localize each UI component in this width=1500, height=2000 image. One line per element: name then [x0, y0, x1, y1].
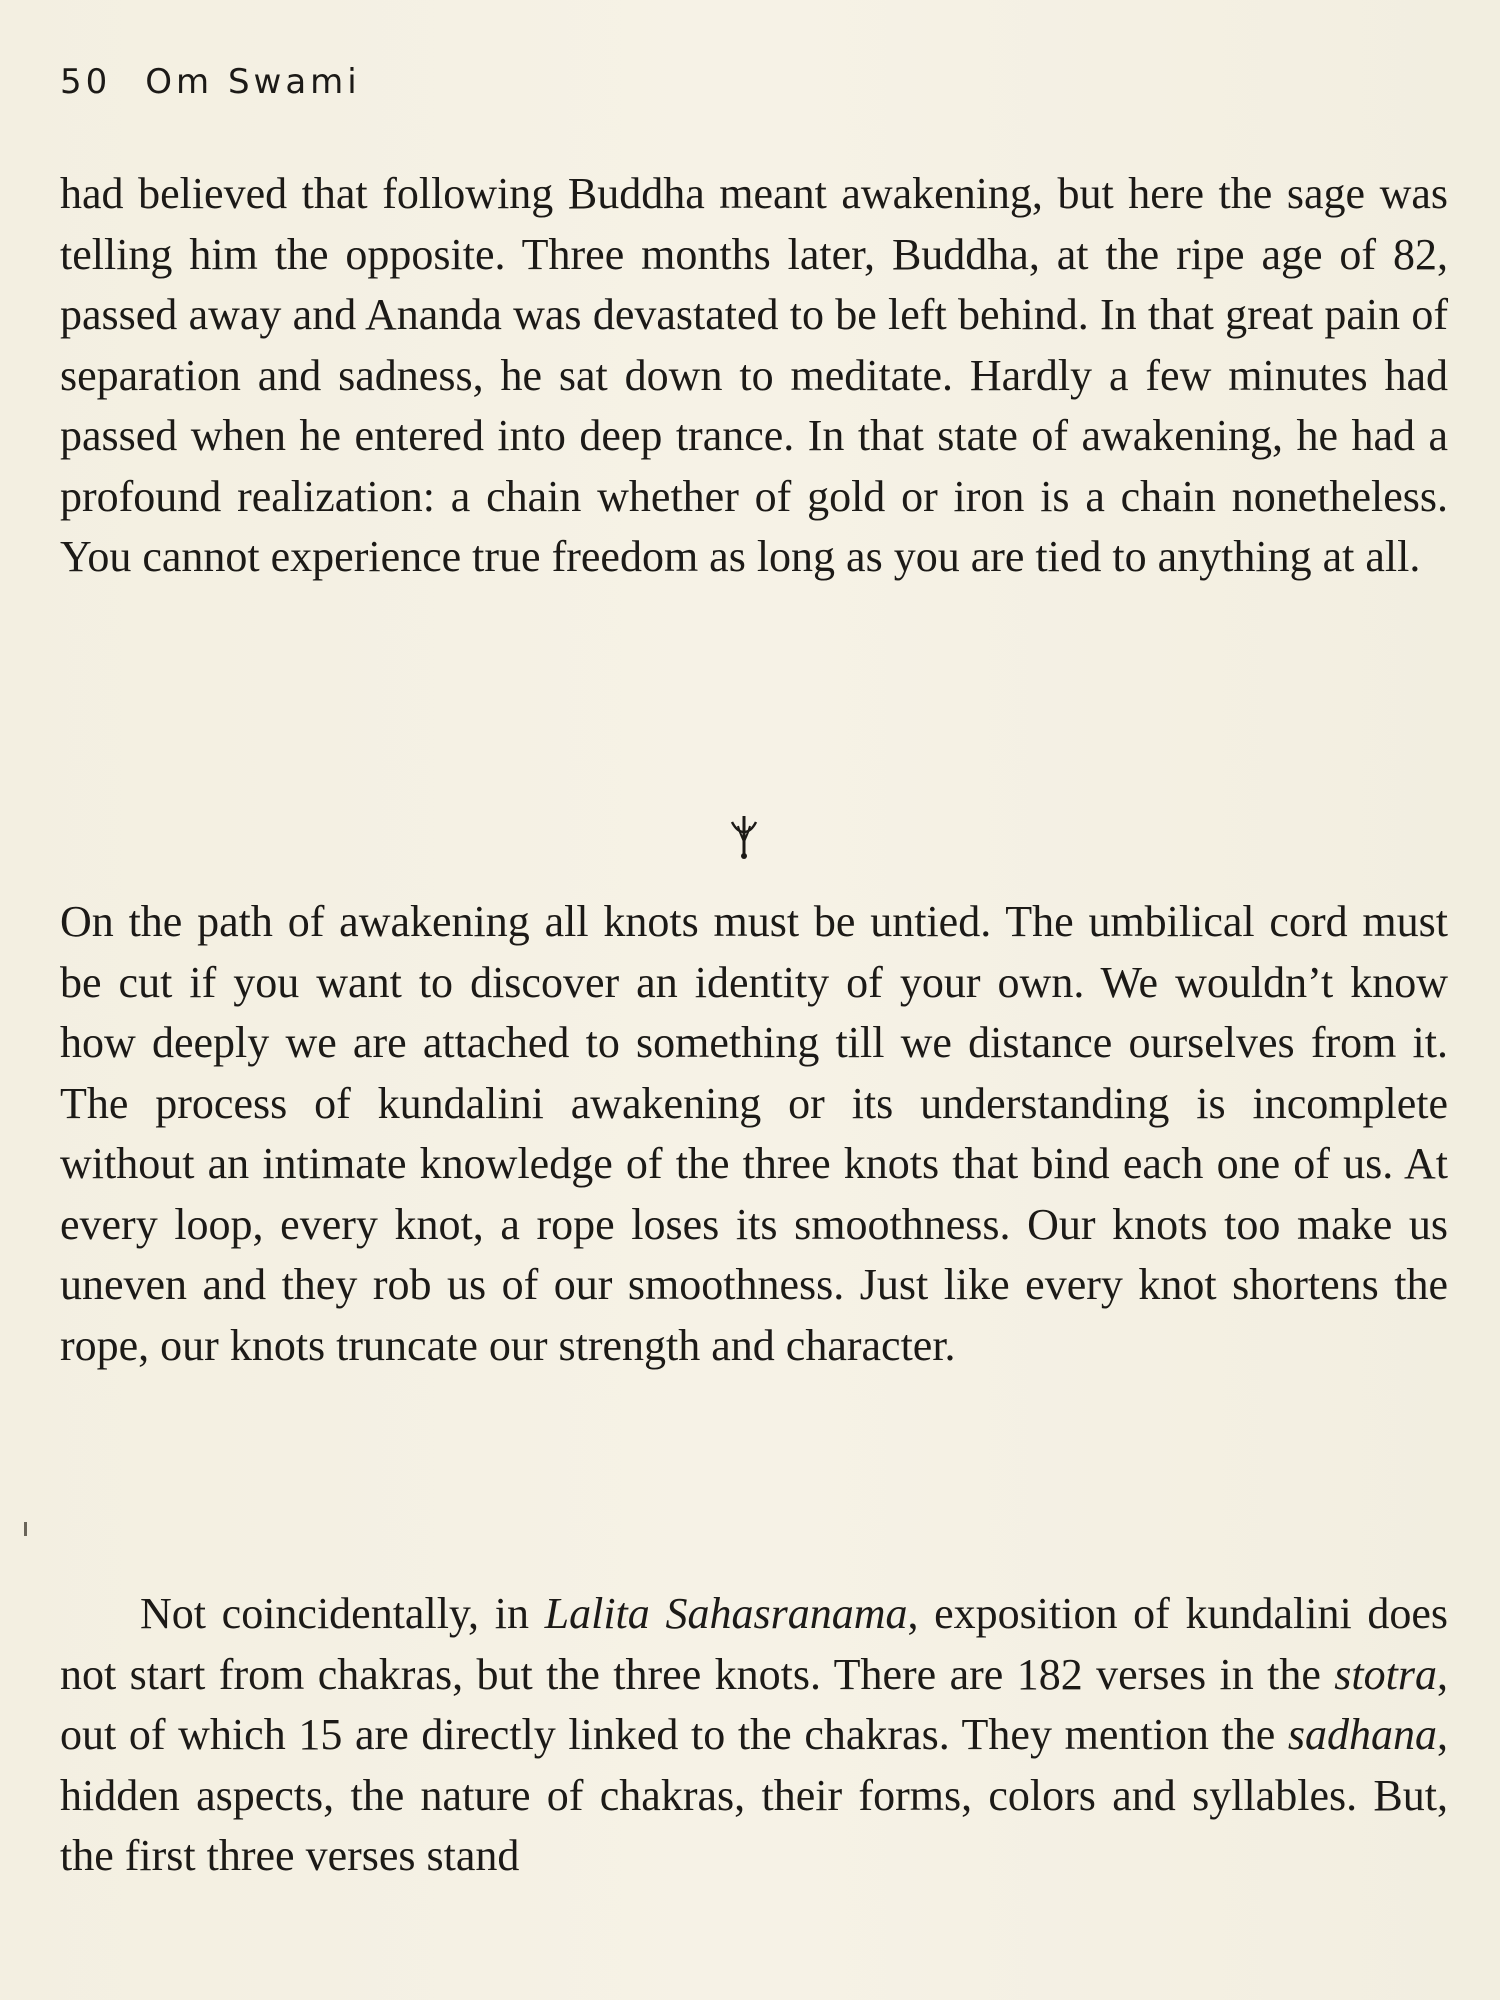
italic-term-stotra: stotra — [1334, 1649, 1437, 1699]
body-text-section-3 — [60, 1584, 1448, 1887]
paragraph-lalita-sahasranama: Not coincidentally, in Lalita Sahasranama, exposition of kundalini does not start from chakras, but the three knots. There are 182 verses in the stotra, out of which 15 are directly linked to the chakras. They mention the sadhana, hidden aspects, the nature of chakras, their forms, colors and syllables. But, the first three verses stand — [60, 1589, 1448, 1880]
author-name: Om Swami — [145, 62, 361, 102]
running-head — [60, 62, 361, 102]
paragraph-continuation: had believed that following Buddha meant awakening, but here the sage was telling him the opposite. Three months later, Buddha, at the ripe age of 82, passed away and Ananda was devastated to be left behind. In that great pain of separation and sadness, he sat down to meditate. Hardly a few minutes had passed when he entered into deep trance. In that state of awakening, he had a profound realization: a chain whether of gold or iron is a chain nonetheless. You cannot experience true freedom as long as you are tied to anything at all. — [60, 169, 1448, 581]
paragraph-knots: On the path of awakening all knots must be untied. The umbilical cord must be cut if you want to discover an identity of your own. We wouldn’t know how deeply we are attached to something till we distance ourselves from it. The process of kundalini awakening or its understanding is incomplete without an intimate knowledge of the three knots that bind each one of us. At every loop, every knot, a rope loses its smoothness. Our knots too make us uneven and they rob us of our smoothness. Just like every knot shortens the rope, our knots truncate our strength and character. — [60, 897, 1448, 1370]
italic-term-sadhana: sadhana — [1287, 1710, 1437, 1759]
italic-title-lalita-sahasranama: Lalita Sahasranama — [544, 1589, 908, 1638]
page-edge-mark — [24, 1522, 27, 1536]
page-number: 50 — [60, 62, 112, 102]
body-text-section-1 — [60, 164, 1448, 588]
body-text-section-2 — [60, 892, 1448, 1376]
section-break-ornament-icon — [728, 812, 760, 860]
